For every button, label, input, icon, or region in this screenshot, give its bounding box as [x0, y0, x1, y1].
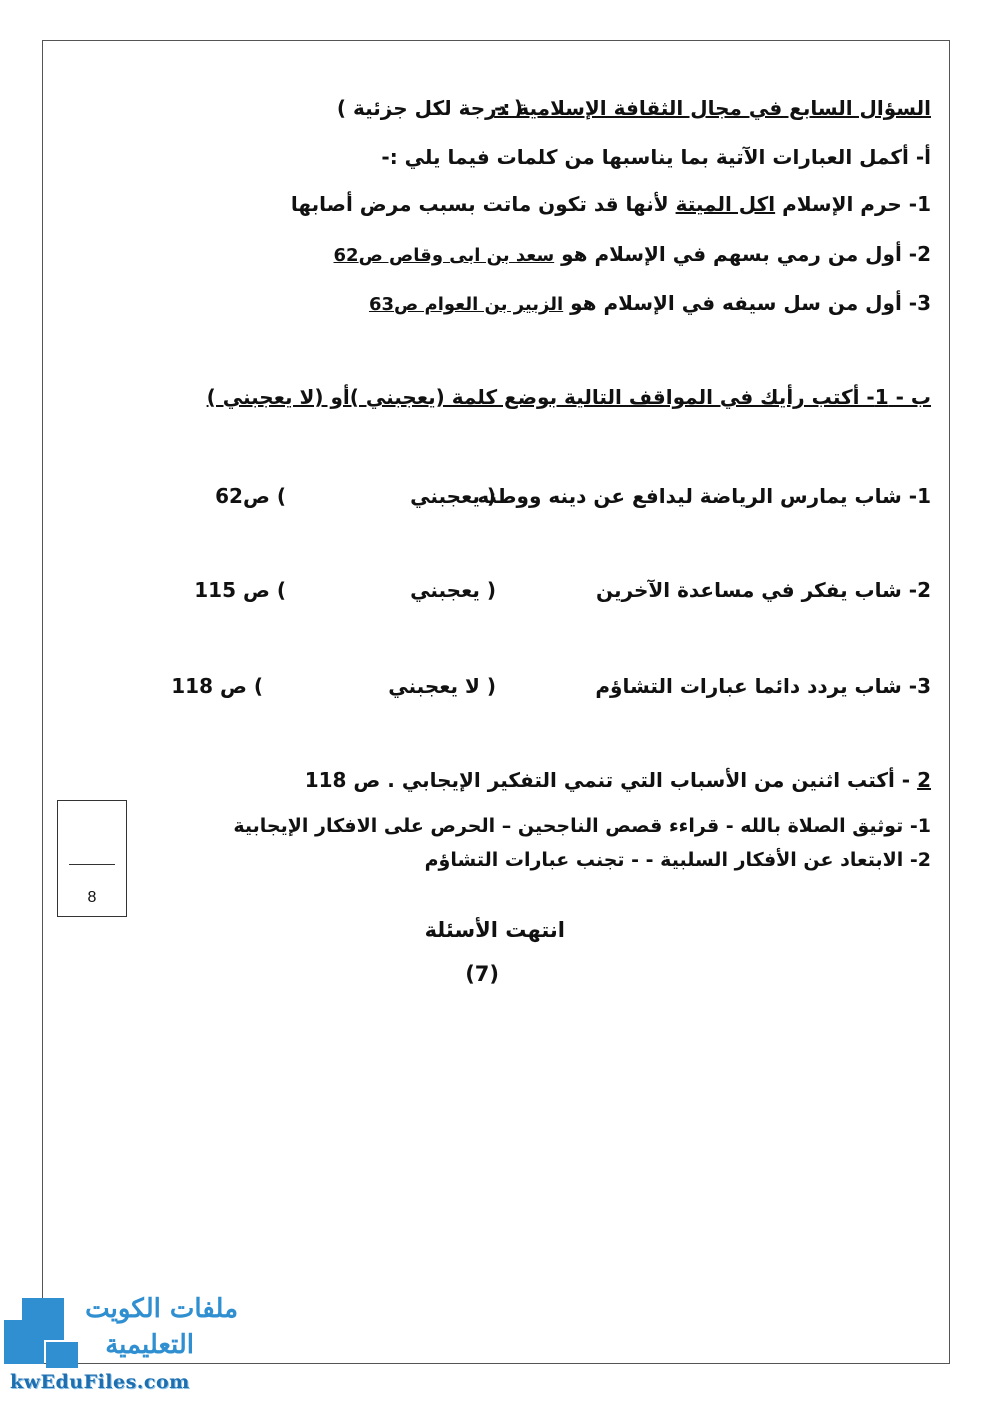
- part-b-item-3-page: ) ص 118: [171, 674, 263, 698]
- part-b2-answer-1: 1- توثيق الصلاة بالله - قراءء قصص الناجحين – الحرص على الافكار الإيجابية: [233, 815, 931, 837]
- item-prefix: 3- أول من سل سيفه في الإسلام هو: [563, 291, 931, 315]
- item-prefix: 1- حرم الإسلام: [775, 192, 931, 216]
- logo-square-icon: [4, 1320, 44, 1364]
- item-answer: اكل الميتة: [675, 192, 776, 216]
- logo-square-icon: [46, 1342, 78, 1368]
- part-b-item-2-statement: 2- شاب يفكر في مساعدة الآخرين: [596, 578, 931, 602]
- question-title-text: السؤال السابع في مجال الثقافة الإسلامية :-: [494, 96, 931, 120]
- item-suffix: لأنها قد تكون ماتت بسبب مرض أصابها: [290, 192, 676, 216]
- grade-note: ( درجة لكل جزئية ): [336, 96, 523, 120]
- part-b2-instruction: [305, 768, 931, 792]
- score-divider: [69, 864, 115, 865]
- item-prefix: 2- أول من رمي بسهم في الإسلام هو: [554, 242, 931, 266]
- part-b-item-3-statement: 3- شاب يردد دائما عبارات التشاؤم: [595, 674, 931, 698]
- part-b2-instruction-text: - أكتب اثنين من الأسباب التي تنمي التفكير الإيجابي . ص 118: [304, 768, 918, 792]
- part-b-item-2-answer: ( يعجبني: [410, 578, 496, 602]
- score-box: [57, 800, 127, 917]
- logo-line-1: ملفات الكويت: [85, 1294, 238, 1324]
- part-b-item-2-page: ) ص 115: [194, 578, 286, 602]
- part-b-item-1-page: ) ص62: [215, 484, 286, 508]
- part-a-item-3: [369, 291, 931, 315]
- end-of-questions: انتهت الأسئلة: [424, 918, 565, 942]
- part-b-instruction: [207, 385, 931, 409]
- part-b2-number: 2: [917, 768, 931, 792]
- item-answer: الزبير بن العوام ص63: [368, 294, 564, 315]
- part-b-instruction-text: ب - 1- أكتب رأيك في المواقف التالية بوضع كلمة (يعجبني )أو (لا يعجبني ): [206, 385, 931, 409]
- part-a-item-2: [334, 242, 931, 266]
- part-b-item-1-answer: ( يعجبني: [410, 484, 496, 508]
- part-a-item-1: [291, 192, 931, 216]
- page-border: [42, 40, 950, 1364]
- page-number: (7): [465, 962, 499, 986]
- question-title: [494, 96, 931, 120]
- logo-url: kwEduFiles.com: [10, 1371, 190, 1393]
- part-b-item-1-statement: 1- شاب يمارس الرياضة ليدافع عن دينه ووطنه: [477, 484, 931, 508]
- item-answer: سعد بن ابى وقاص ص62: [333, 245, 555, 266]
- kwedufiles-logo: [0, 1290, 250, 1403]
- logo-line-2: التعليمية: [105, 1330, 194, 1360]
- part-b-item-3-answer: ( لا يعجبني: [388, 674, 496, 698]
- score-value: 8: [87, 889, 97, 906]
- part-b2-answer-2: 2- الابتعاد عن الأفكار السلبية - - تجنب عبارات التشاؤم: [424, 849, 931, 871]
- part-a-instruction: أ- أكمل العبارات الآتية بما يناسبها من كلمات فيما يلي :-: [381, 145, 931, 169]
